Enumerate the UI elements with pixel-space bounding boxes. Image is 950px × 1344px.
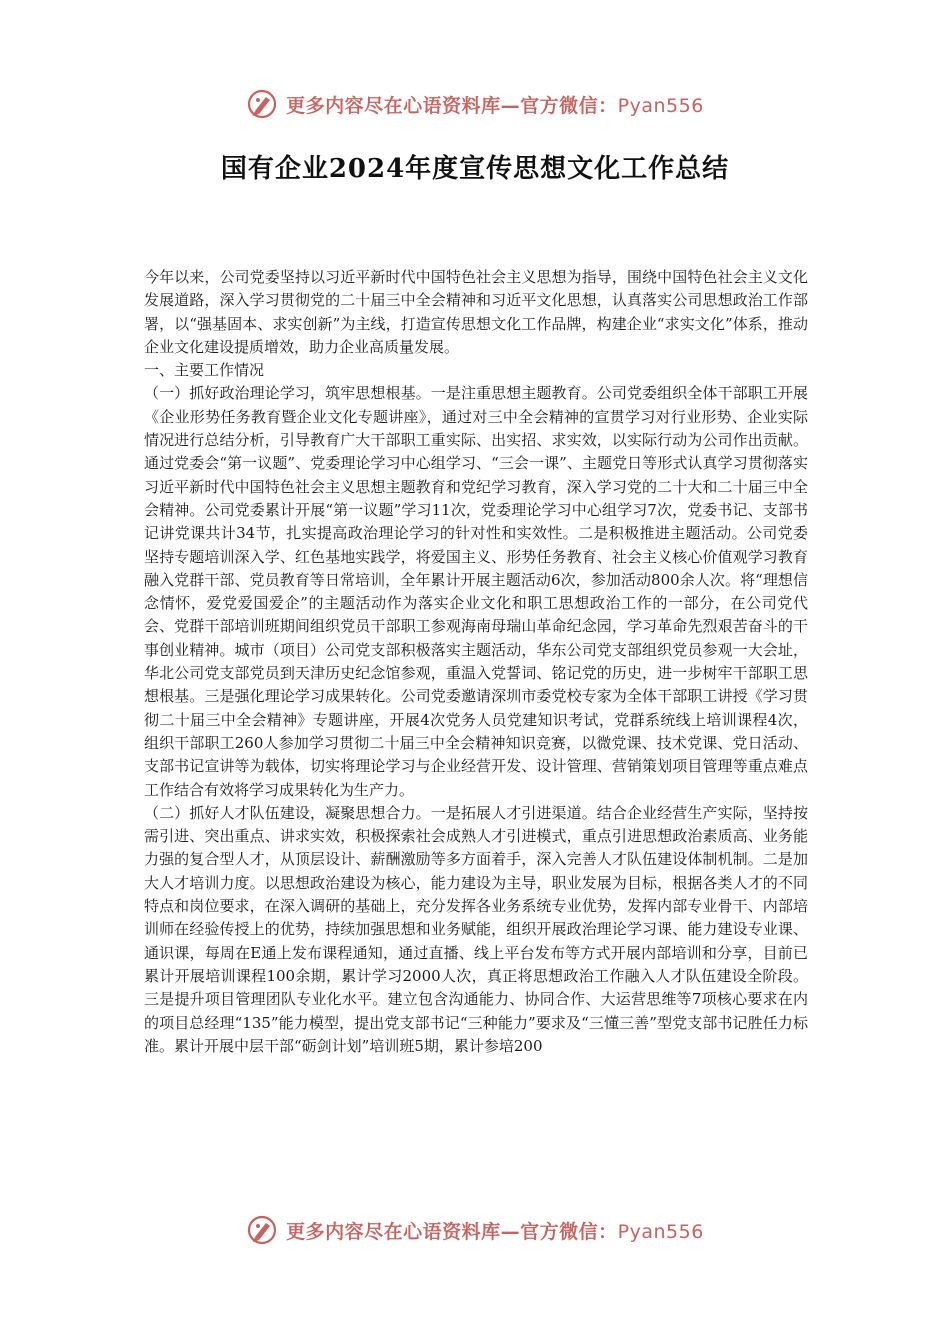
section-heading-main-work: 一、主要工作情况 bbox=[144, 361, 265, 380]
paragraph-political-study: （一）抓好政治理论学习，筑牢思想根基。一是注重思想主题教育。公司党委组织全体干部职工开展《企业形势任务教育暨企业文化专题讲座》，通过对三中全会精神的宣贯学习对行业形势、企业实际情况进行总结分析，引导教育广大干部职工重实际、出实招、求实效，以实际行动为公司作出贡献。通过党委会“第一议题”、党委理论学习中心组学习、“三会一课”、主题党日等形式认真学习贯彻落实习近平新时代中国特色社会主义思想主题教育和党纪学习教育，深入学习党的二十大和二十届三中全会精神。公司党委累计开展“第一议题”学习11次，党委理论学习中心组学习7次，党委书记、支部书记讲党课共计34节，扎实提高政治理论学习的针对性和实效性。二是积极推进主题活动。公司党委坚持专题培训深入学、红色基地实践学，将爱国主义、形势任务教育、社会主义核心价值观学习教育融入党群干部、党员教育等日常培训，全年累计开展主题活动6次，参加活动800余人次。将“理想信念情怀，爱党爱国爱企”的主题活动作为落实企业文化和职工思想政治工作的一部分，在公司党代会、党群干部培训班期间组织党员干部职工参观海南母瑞山革命纪念园，学习革命先烈艰苦奋斗的干事创业精神。城市（项目）公司党支部积极落实主题活动，华东公司党支部组织党员参观一大会址，华北公司党支部党员到天津历史纪念馆参观，重温入党誓词、铭记党的历史，进一步树牢干部职工思想根基。三是强化理论学习成果转化。公司党委邀请深圳市委党校专家为全体干部职工讲授《学习贯彻二十届三中全会精神》专题讲座，开展4次党务人员党建知识考试，党群系统线上培训课程4次，组织干部职工260人参加学习贯彻二十届三中全会精神知识竞赛，以微党课、技术党课、党日活动、支部书记宣讲等为载体，切实将理论学习与企业经营开发、设计管理、营销策划项目管理等重点难点工作结合有效将学习成果转化为生产力。 bbox=[144, 384, 808, 799]
pen-nib-logo-icon bbox=[246, 88, 278, 120]
watermark-header bbox=[0, 84, 950, 124]
watermark-wechat-id: Pyan556 bbox=[617, 1220, 704, 1243]
document-title: 国有企业2024年度宣传思想文化工作总结 bbox=[220, 154, 730, 184]
document-body bbox=[144, 266, 808, 1058]
paragraph-talent-team: （二）抓好人才队伍建设，凝聚思想合力。一是拓展人才引进渠道。结合企业经营生产实际，坚持按需引进、突出重点、讲求实效，积极探索社会成熟人才引进模式，重点引进思想政治素质高、业务能力强的复合型人才，从顶层设计、薪酬激励等多方面着手，深入完善人才队伍建设体制机制。二是加大人才培训力度。以思想政治建设为核心，能力建设为主导，职业发展为目标，根据各类人才的不同特点和岗位要求，在深入调研的基础上，充分发挥各业务系统专业优势，发挥内部专业骨干、内部培训师在经验传授上的优势，持续加强思想和业务赋能，组织开展政治理论学习课、能力建设专业课、通识课，每周在E通上发布课程通知，通过直播、线上平台发布等方式开展内部培训和分享，目前已累计开展培训课程100余期，累计学习2000人次，真正将思想政治工作融入人才队伍建设全阶段。三是提升项目管理团队专业化水平。建立包含沟通能力、协同合作、大运营思维等7项核心要求在内的项目总经理“135”能力模型，提出党支部书记“三种能力”要求及“三懂三善”型党支部书记胜任力标准。累计开展中层干部“砺剑计划”培训班5期，累计参培200 bbox=[144, 803, 808, 1055]
pen-nib-logo-icon bbox=[246, 1214, 278, 1246]
paragraph-intro: 今年以来，公司党委坚持以习近平新时代中国特色社会主义思想为指导，围绕中国特色社会主义文化发展道路，深入学习贯彻党的二十届三中全会精神和习近平文化思想，认真落实公司思想政治工作部署，以“强基固本、求实创新”为主线，打造宣传思想文化工作品牌，构建企业“求实文化”体系，推动企业文化建设提质增效，助力企业高质量发展。 bbox=[144, 268, 808, 356]
watermark-wechat-id: Pyan556 bbox=[617, 94, 704, 117]
watermark-footer bbox=[0, 1210, 950, 1250]
watermark-text: 更多内容尽在心语资料库—官方微信：Pyan556 bbox=[286, 1220, 704, 1243]
watermark-text: 更多内容尽在心语资料库—官方微信：Pyan556 bbox=[286, 94, 704, 117]
